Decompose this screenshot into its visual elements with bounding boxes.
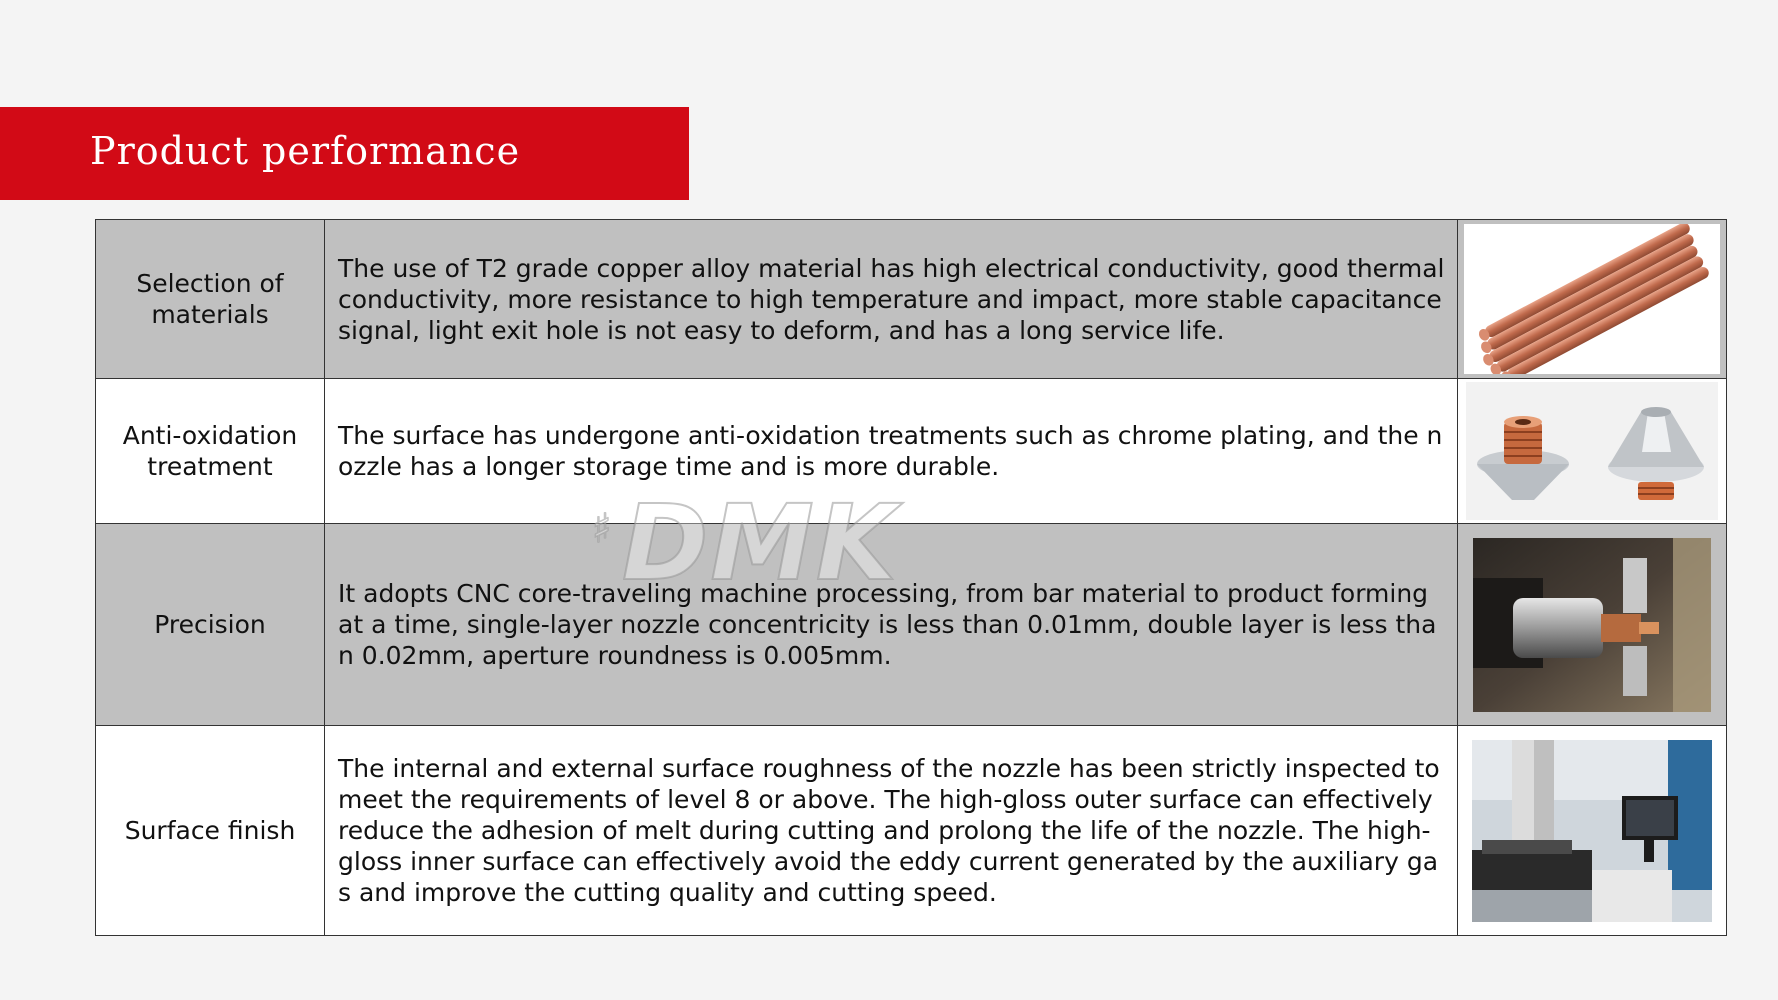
nozzles-photo [1466,382,1718,520]
table-row [96,220,1727,379]
row-image-cell [1458,524,1727,726]
performance-table [95,219,1727,936]
inspection-lab-photo [1472,740,1712,922]
table-row [96,379,1727,524]
copper-rods-photo [1464,224,1720,374]
table-row [96,524,1727,726]
watermark-text: DMK [622,482,899,604]
row-image-cell [1458,726,1727,936]
row-label: Selection of materials [96,220,325,379]
table-row [96,726,1727,936]
title-banner [0,107,689,200]
row-description: The use of T2 grade copper alloy material has high electrical conductivity, good thermal conductivity, more resistance to high temperature and impact, more stable capacitance signal, light exit hole is not easy to deform, and has a long service life. [325,220,1458,379]
row-description: The internal and external surface roughness of the nozzle has been strictly inspected to meet the requirements of level 8 or above. The high-gloss outer surface can effectively reduce the adhesion of melt during cutting and prolong the life of the nozzle. The high-gloss inner surface can effectively avoid the eddy current generated by the auxiliary gas and improve the cutting quality and cutting speed. [325,726,1458,936]
row-label: Anti-oxidation treatment [96,379,325,524]
row-description: It adopts CNC core-traveling machine processing, from bar material to product forming at a time, single-layer nozzle concentricity is less than 0.01mm, double layer is less than 0.02mm, aperture roundness is 0.005mm. [325,524,1458,726]
cnc-machine-photo [1473,538,1711,712]
row-label: Surface finish [96,726,325,936]
page-title: Product performance [90,129,521,173]
row-image-cell [1458,379,1727,524]
row-description: The surface has undergone anti-oxidation treatments such as chrome plating, and the nozzle has a longer storage time and is more durable. [325,379,1458,524]
row-label: Precision [96,524,325,726]
watermark-mark-icon: ♯ [592,506,612,552]
row-image-cell [1458,220,1727,379]
